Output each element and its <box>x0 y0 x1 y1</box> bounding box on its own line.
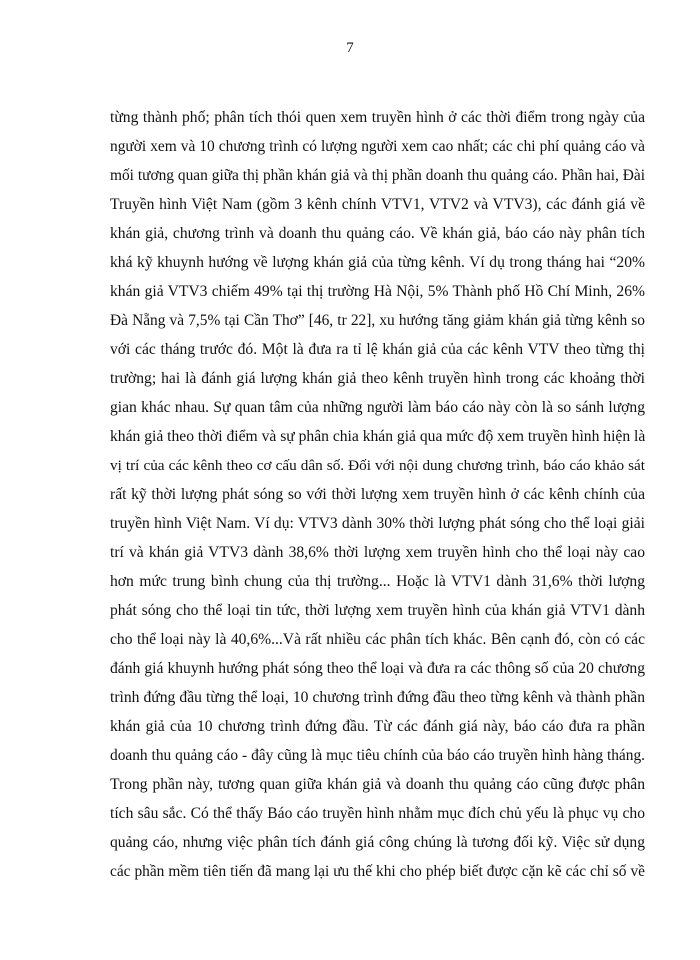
text-line: trình đứng đầu từng thể loại, 10 chương trình đứng đầu theo từng kênh và thành phần <box>110 689 645 706</box>
text-line: gian khác nhau. Sự quan tâm của những người làm báo cáo này còn là so sánh lượng <box>110 399 645 416</box>
text-line: truyền hình Việt Nam. Ví dụ: VTV3 dành 30% thời lượng phát sóng cho thể loại giải <box>110 515 645 532</box>
text-line: trí và khán giả VTV3 dành 38,6% thời lượng xem truyền hình cho thể loại này cao <box>110 544 645 561</box>
text-line: từng thành phố; phân tích thói quen xem truyền hình ở các thời điểm trong ngày của <box>110 109 645 126</box>
text-line: phát sóng cho thể loại tin tức, thời lượng xem truyền hình của khán giả VTV1 dành <box>110 602 645 619</box>
text-line: khán giả, chương trình và doanh thu quảng cáo. Về khán giả, báo cáo này phân tích <box>110 225 645 242</box>
text-line: trường; hai là đánh giá lượng khán giả theo kênh truyền hình trong các khoảng thời <box>110 370 645 387</box>
text-line: cho thể loại này là 40,6%...Và rất nhiều các phân tích khác. Bên cạnh đó, còn có các <box>110 631 645 648</box>
text-line: vị trí của các kênh theo cơ cấu dân số. Đối với nội dung chương trình, báo cáo khảo sát <box>110 457 645 474</box>
text-line: người xem và 10 chương trình có lượng người xem cao nhất; các chi phí quảng cáo và <box>110 138 645 155</box>
text-line: Trong phần này, tương quan giữa khán giả và doanh thu quảng cáo cũng được phân <box>110 776 645 793</box>
text-line: rất kỹ thời lượng phát sóng so với thời lượng xem truyền hình ở các kênh chính của <box>110 486 645 503</box>
text-line: doanh thu quảng cáo - đây cũng là mục tiêu chính của báo cáo truyền hình hàng tháng. <box>110 747 645 764</box>
body-paragraph <box>110 103 645 886</box>
text-line: đánh giá khuynh hướng phát sóng theo thể loại và đưa ra các thông số của 20 chương <box>110 660 645 677</box>
text-line: Đà Nẵng và 7,5% tại Cần Thơ” [46, tr 22], xu hướng tăng giảm khán giả từng kênh so <box>110 312 645 329</box>
text-line: khán giả theo thời điểm và sự phân chia khán giả qua mức độ xem truyền hình hiện là <box>110 428 646 445</box>
text-line: các phần mềm tiên tiến đã mang lại ưu thế khi cho phép biết được cặn kẽ các chỉ số về <box>110 863 645 880</box>
text-line: Truyền hình Việt Nam (gồm 3 kênh chính VTV1, VTV2 và VTV3), các đánh giá về <box>110 196 645 213</box>
text-line: hơn mức trung bình chung của thị trường... Hoặc là VTV1 dành 31,6% thời lượng <box>110 573 645 590</box>
page-number: 7 <box>346 40 354 56</box>
text-line: với các tháng trước đó. Một là đưa ra tỉ lệ khán giả của các kênh VTV theo từng thị <box>110 341 645 358</box>
text-line: khá kỹ khuynh hướng về lượng khán giả của từng kênh. Ví dụ trong tháng hai “20% <box>110 254 645 271</box>
text-line: khán giả của 10 chương trình đứng đầu. Từ các đánh giá này, báo cáo đưa ra phần <box>110 718 645 735</box>
text-line: quảng cáo, nhưng việc phân tích đánh giá công chúng là tương đối kỹ. Việc sử dụng <box>110 834 645 851</box>
text-line: khán giả VTV3 chiếm 49% tại thị trường Hà Nội, 5% Thành phố Hồ Chí Minh, 26% <box>110 283 645 300</box>
text-line: mối tương quan giữa thị phần khán giả và thị phần doanh thu quảng cáo. Phần hai, Đài <box>110 167 645 184</box>
text-line: tích sâu sắc. Có thể thấy Báo cáo truyền hình nhằm mục đích chủ yếu là phục vụ cho <box>110 805 645 822</box>
